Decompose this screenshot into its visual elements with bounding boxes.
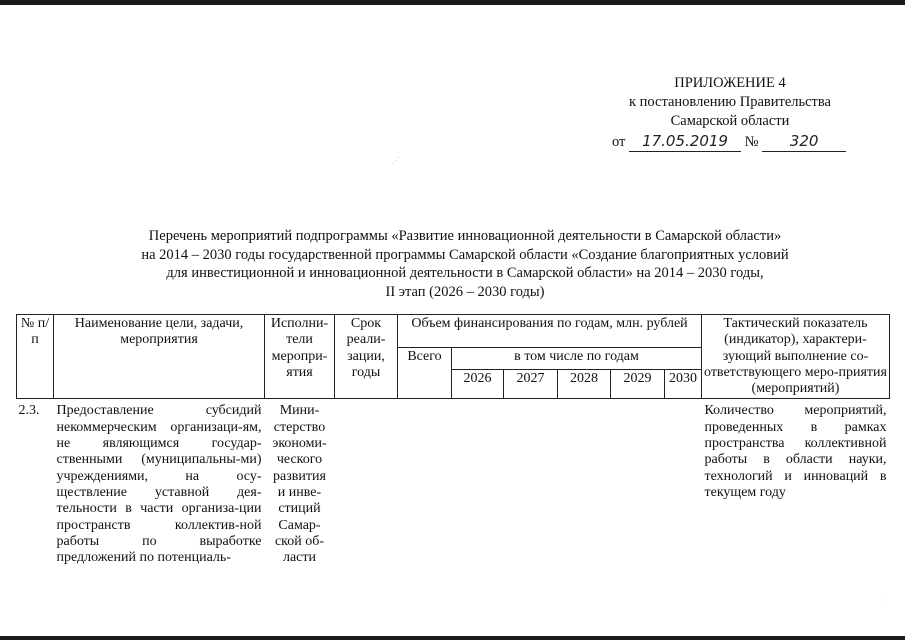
- executor-line: ской об-: [274, 533, 325, 549]
- scan-bottom-border: [0, 636, 905, 640]
- row-num: 2.3.: [18, 403, 40, 419]
- header-period: Срок реали-зации, годы: [335, 315, 398, 399]
- row-year-2028: [558, 399, 611, 616]
- row-year-2029: [611, 399, 665, 616]
- header-year-2029: 2029: [611, 370, 665, 399]
- row-indicator: Количество мероприятий, проведенных в рамках пространства коллективной работы в области науки, технологий и инноваций в текущем году: [704, 403, 887, 500]
- appendix-block: [560, 74, 900, 152]
- title-line-3: для инвестиционной и инновационной деятельности в Самарской области» на 2014 – 2030 годы,: [166, 265, 764, 282]
- executor-line: стерство: [273, 419, 326, 435]
- title-line-4: II этап (2026 – 2030 годы): [385, 283, 545, 300]
- executor-line: Самар-: [278, 517, 321, 533]
- measures-table: [16, 314, 890, 615]
- date-prefix: от: [612, 134, 626, 150]
- executor-line: экономи-: [272, 436, 327, 452]
- executor-line: ческого: [276, 452, 323, 468]
- appendix-region-line: Самарской области: [670, 113, 790, 129]
- header-by-years: в том числе по годам: [452, 348, 702, 370]
- handwritten-number: 320: [762, 132, 846, 152]
- appendix-title: ПРИЛОЖЕНИЕ 4: [674, 75, 786, 91]
- executor-line: ласти: [282, 550, 317, 566]
- title-line-2: на 2014 – 2030 годы государственной программы Самарской области «Создание благоприятных условий: [141, 246, 789, 263]
- header-total: Всего: [398, 348, 452, 399]
- header-year-2026: 2026: [452, 370, 504, 399]
- row-total: [398, 399, 452, 616]
- document-title: [70, 227, 860, 301]
- header-year-2028: 2028: [558, 370, 611, 399]
- row-year-2026: [452, 399, 504, 616]
- scan-speck: ·: [882, 596, 885, 605]
- executor-line: развития: [273, 468, 326, 484]
- header-executors: Исполни-тели меропри-ятия: [265, 315, 335, 399]
- number-prefix: №: [744, 134, 759, 150]
- row-period: [335, 399, 398, 616]
- appendix-resolution-line: к постановлению Правительства: [629, 94, 831, 110]
- scan-top-border: [0, 0, 905, 5]
- appendix-date-line: [560, 132, 900, 152]
- header-funding: Объем финансирования по годам, млн. рублей: [398, 315, 702, 348]
- executor-line: стиций: [278, 501, 321, 517]
- header-indicator: Тактический показатель (индикатор), характери-зующий выполнение со-ответствующего меро-приятия (мероприятий): [702, 315, 890, 399]
- header-num: № п/п: [17, 315, 54, 399]
- table-row: [17, 399, 890, 616]
- executor-line: и инве-: [277, 484, 322, 500]
- scan-speck: ⋰: [392, 156, 400, 165]
- handwritten-date: 17.05.2019: [629, 132, 741, 152]
- row-year-2027: [504, 399, 558, 616]
- row-executor: [265, 399, 335, 616]
- row-year-2030: [665, 399, 702, 616]
- header-year-2027: 2027: [504, 370, 558, 399]
- header-year-2030: 2030: [665, 370, 702, 399]
- row-measure-name: Предоставление субсидий некоммерческим организаци-ям, не являющимся государ-ственными (муниципальны-ми) учреждениями, на осу-ществление уставной дея-тельности в части организа-ции пространств коллектив-ной работы по выработке предложений по потенциаль-: [56, 403, 262, 566]
- title-line-1: Перечень мероприятий подпрограммы «Развитие инновационной деятельности в Самарской области»: [148, 228, 782, 244]
- header-name: Наименование цели, задачи, мероприятия: [54, 315, 265, 399]
- executor-line: Мини-: [279, 403, 320, 419]
